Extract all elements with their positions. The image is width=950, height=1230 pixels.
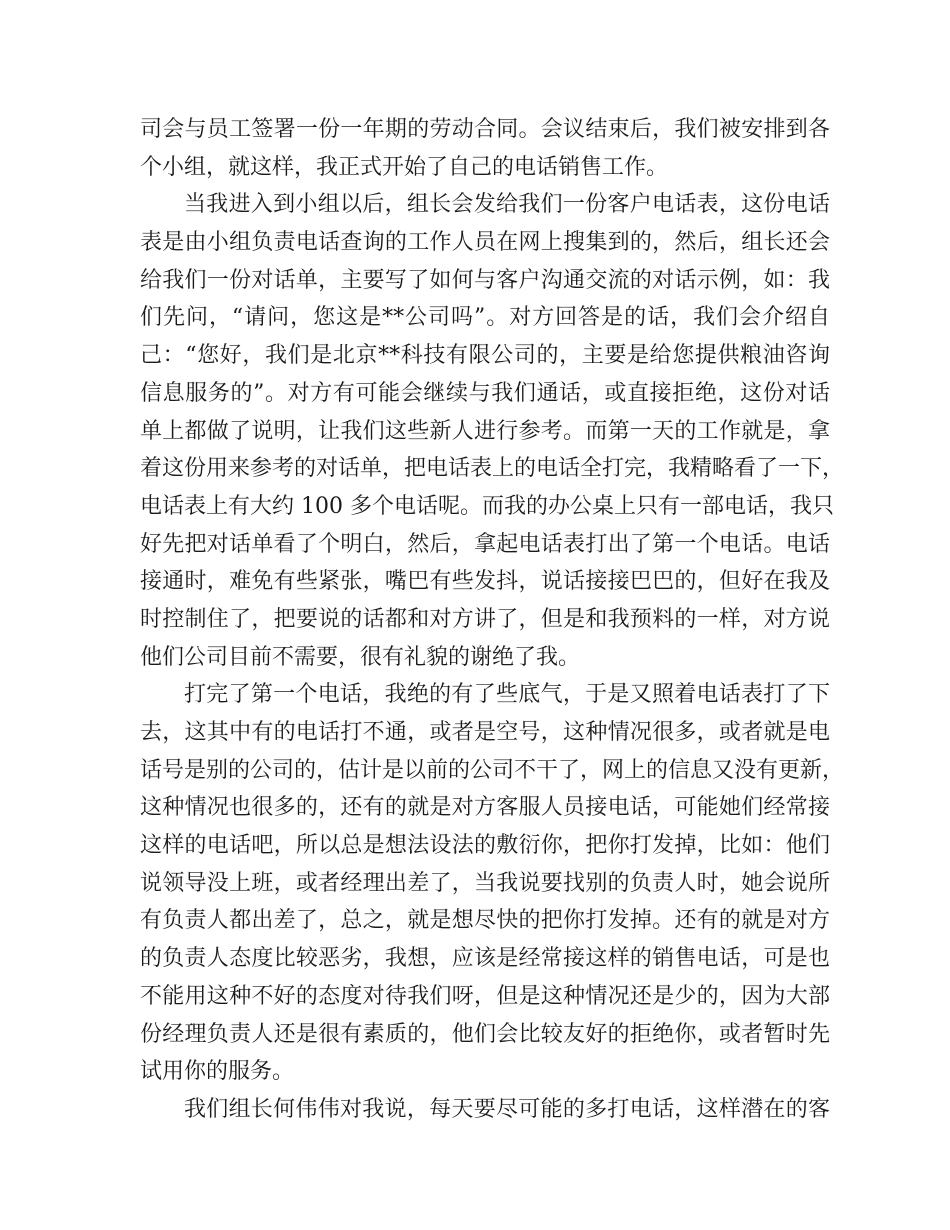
text-line: 个小组，就这样，我正式开始了自己的电话销售工作。 — [140, 154, 669, 180]
text-line: 给我们一份对话单，主要写了如何与客户沟通交流的对话示例，如：我 — [140, 267, 830, 293]
text-line: 电话表上有大约 100 多个电话呢。而我的办公桌上只有一部电话，我只 — [140, 493, 834, 519]
text-line: 说领导没上班，或者经理出差了，当我说要找别的负责人时，她会说所 — [140, 870, 830, 896]
text-line: 时控制住了，把要说的话都和对方讲了，但是和我预料的一样，对方说 — [140, 606, 830, 632]
text-line: 单上都做了说明，让我们这些新人进行参考。而第一天的工作就是，拿 — [140, 418, 830, 444]
text-line: 表是由小组负责电话查询的工作人员在网上搜集到的，然后，组长还会 — [140, 230, 830, 256]
text-line: 我们组长何伟伟对我说，每天要尽可能的多打电话，这样潜在的客 — [184, 1096, 830, 1122]
text-line: 他们公司目前不需要，很有礼貌的谢绝了我。 — [140, 644, 581, 670]
text-line: 的负责人态度比较恶劣，我想，应该是经常接这样的销售电话，可是也 — [140, 946, 830, 972]
text-line: 司会与员工签署一份一年期的劳动合同。会议结束后，我们被安排到各 — [140, 117, 830, 142]
text-line: 们先问，“请问，您这是**公司吗”。对方回答是的话，我们会介绍自 — [140, 305, 830, 331]
text-line: 接通时，难免有些紧张，嘴巴有些发抖，说话接接巴巴的，但好在我及 — [140, 569, 830, 595]
text-line: 好先把对话单看了个明白，然后，拿起电话表打出了第一个电话。电话 — [140, 531, 830, 557]
text-line: 着这份用来参考的对话单，把电话表上的电话全打完，我精略看了一下， — [140, 456, 845, 482]
text-line: 不能用这种不好的态度对待我们呀，但是这种情况还是少的，因为大部 — [140, 983, 830, 1009]
text-line: 去，这其中有的电话打不通，或者是空号，这种情况很多，或者就是电 — [140, 720, 830, 745]
text-line: 己：“您好，我们是北京**科技有限公司的，主要是给您提供粮油咨询 — [140, 343, 830, 369]
text-line: 当我进入到小组以后，组长会发给我们一份客户电话表，这份电话 — [184, 192, 830, 218]
body-text — [140, 111, 845, 1129]
text-line: 这样的电话吧，所以总是想法设法的敷衍你，把你打发掉，比如：他们 — [140, 833, 830, 859]
text-line: 信息服务的”。对方有可能会继续与我们通话，或直接拒绝，这份对话 — [140, 380, 830, 406]
text-line: 有负责人都出差了，总之，就是想尽快的把你打发掉。还有的就是对方 — [140, 908, 830, 934]
text-line: 打完了第一个电话，我绝的有了些底气，于是又照着电话表打了下 — [184, 682, 830, 708]
text-line: 这种情况也很多的，还有的就是对方客服人员接电话，可能她们经常接 — [140, 795, 830, 821]
text-line: 话号是别的公司的，估计是以前的公司不干了，网上的信息又没有更新， — [140, 757, 845, 783]
text-line: 试用你的服务。 — [140, 1059, 295, 1085]
text-line: 份经理负责人还是很有素质的，他们会比较友好的拒绝你，或者暂时先 — [140, 1021, 830, 1047]
